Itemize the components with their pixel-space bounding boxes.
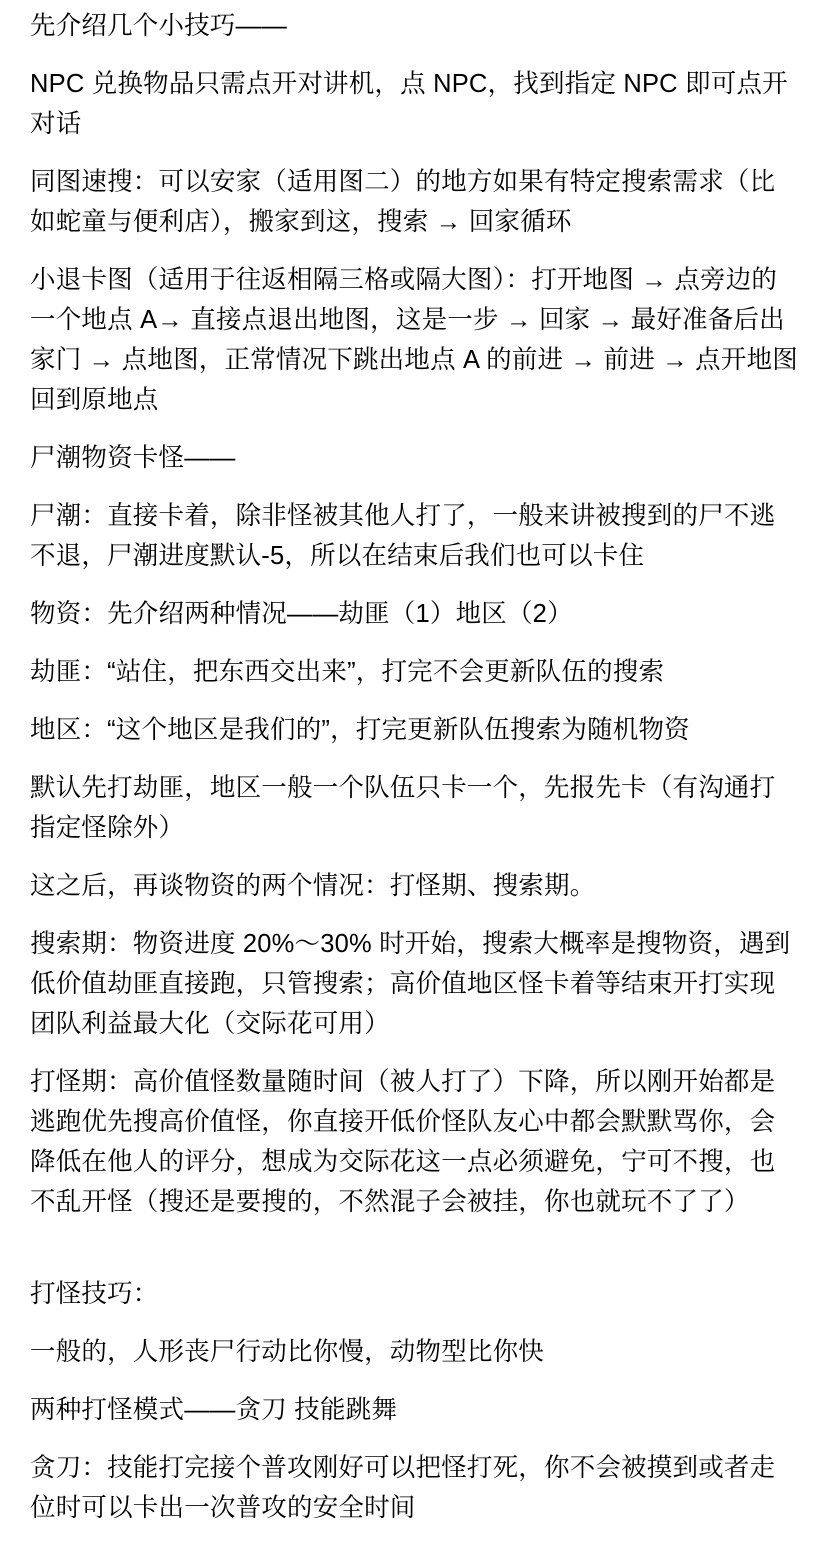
paragraph-same-map-search: 同图速搜：可以安家（适用图二）的地方如果有特定搜索需求（比如蛇童与便利店），搬家到这，搜索 → 回家循环 bbox=[30, 168, 776, 236]
paragraph-combat-skills-heading: 打怪技巧： bbox=[30, 1280, 159, 1308]
paragraph-two-phases: 这之后，再谈物资的两个情况：打怪期、搜索期。 bbox=[30, 872, 596, 900]
paragraph-intro-tips: 先介绍几个小技巧—— bbox=[30, 12, 288, 40]
paragraph-combat-phase: 打怪期：高价值怪数量随时间（被人打了）下降，所以刚开始都是逃跑优先搜高价值怪，你直接开低价怪队友心中都会默默骂你，会降低在他人的评分，想成为交际花这一点必须避免，宁可不搜，也不乱开怪（搜还是要搜的，不然混子会被挂，你也就玩不了了） bbox=[30, 1068, 776, 1216]
paragraph-bandit: 劫匪：“站住，把东西交出来”，打完不会更新队伍的搜索 bbox=[30, 658, 665, 686]
paragraph-npc-exchange: NPC 兑换物品只需点开对讲机，点 NPC，找到指定 NPC 即可点开对话 bbox=[30, 70, 788, 138]
paragraph-map-exit-trick: 小退卡图（适用于往返相隔三格或隔大图）：打开地图 → 点旁边的一个地点 A→ 直接点退出地图，这是一步 → 回家 → 最好准备后出家门 → 点地图，正常情况下跳出地点 A 的前进 → 前进 → 点开地图回到原地点 bbox=[30, 266, 798, 414]
paragraph-horde-supply-heading: 尸潮物资卡怪—— bbox=[30, 444, 236, 472]
paragraph-two-modes: 两种打怪模式——贪刀 技能跳舞 bbox=[30, 1396, 398, 1424]
paragraph-supply-cases: 物资：先介绍两种情况——劫匪（1）地区（2） bbox=[30, 600, 573, 628]
paragraph-greedy-blade: 贪刀：技能打完接个普攻刚好可以把怪打死，你不会被摸到或者走位时可以卡出一次普攻的安全时间 bbox=[30, 1454, 776, 1522]
paragraph-region: 地区：“这个地区是我们的”，打完更新队伍搜索为随机物资 bbox=[30, 716, 690, 744]
paragraph-search-phase: 搜索期：物资进度 20%～30% 时开始，搜索大概率是搜物资，遇到低价值劫匪直接跑，只管搜索；高价值地区怪卡着等结束开打实现团队利益最大化（交际花可用） bbox=[30, 930, 791, 1038]
paragraph-horde-detail: 尸潮：直接卡着，除非怪被其他人打了，一般来讲被搜到的尸不逃不退，尸潮进度默认-5，所以在结束后我们也可以卡住 bbox=[30, 502, 776, 570]
paragraph-zombie-speed: 一般的，人形丧尸行动比你慢，动物型比你快 bbox=[30, 1338, 545, 1366]
paragraph-priority-rule: 默认先打劫匪，地区一般一个队伍只卡一个，先报先卡（有沟通打指定怪除外） bbox=[30, 774, 776, 842]
